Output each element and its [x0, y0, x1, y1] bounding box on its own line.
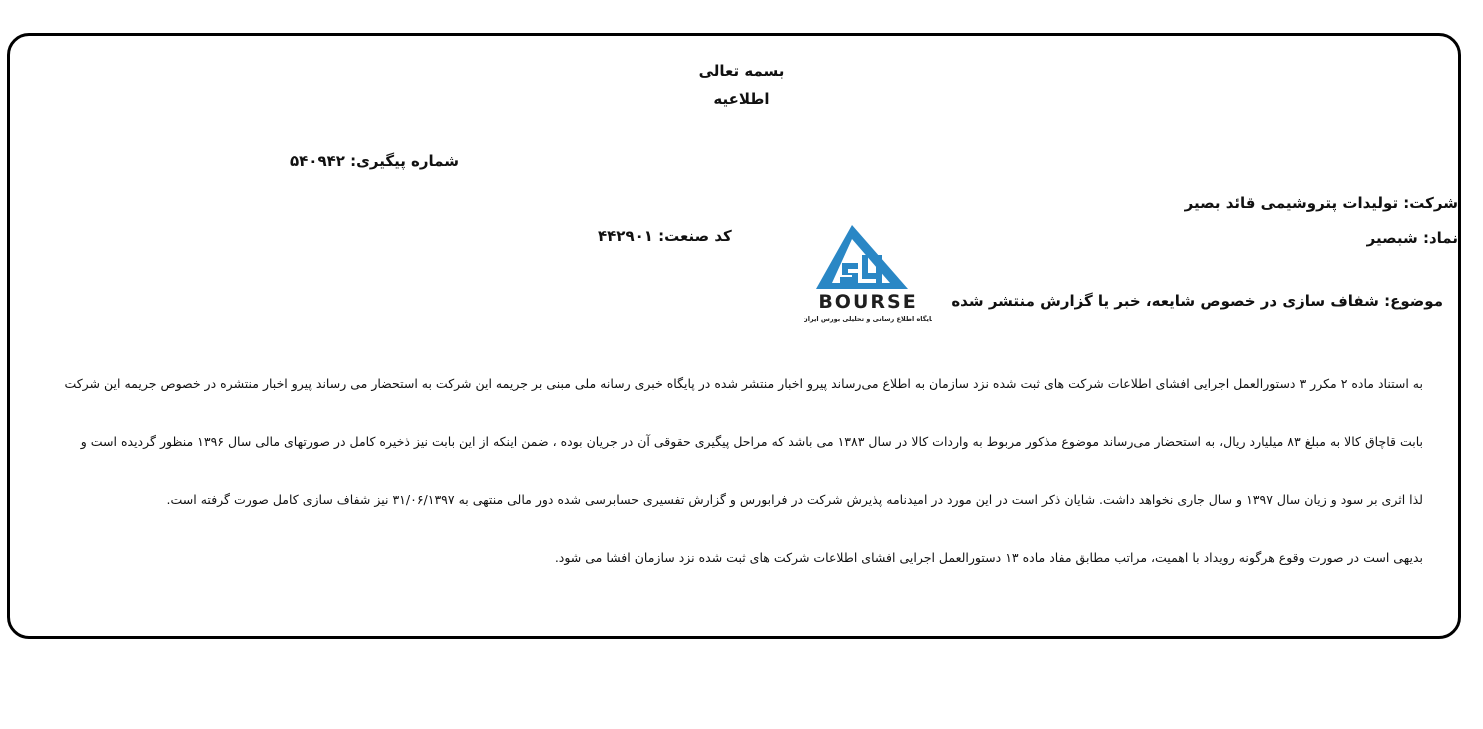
logo-wordmark: BOURSE: [818, 291, 918, 313]
body-line-3: لذا اثری بر سود و زیان سال ۱۳۹۷ و سال جاری نخواهد داشت. شایان ذکر است در این مورد در امیدنامه پذیرش شرکت در فرابورس و گزارش تفسیری حسابرسی شده دور مالی منتهی به ۳۱/۰۶/۱۳۹۷ نیز شفاف سازی کامل صورت گرفته است.: [166, 492, 1423, 507]
body-line-2: بابت قاچاق کالا به مبلغ ۸۳ میلیارد ریال، به استحضار می‌رساند موضوع مذکور مربوط به واردات کالا در سال ۱۳۸۳ می باشد که مراحل پیگیری حقوقی آن در جریان بوده ، ضمن اینکه از این بابت نیز ذخیره کامل در صورتهای مالی سال ۱۳۹۶ منظور گردیده است و: [80, 434, 1423, 449]
company-name: شرکت: تولیدات پتروشیمی قائد بصیر: [1184, 194, 1458, 212]
bourse-logo-graphic: [804, 207, 932, 329]
bourse-logo: [804, 207, 932, 329]
subject-line: موضوع: شفاف سازی در خصوص شایعه، خبر یا گزارش منتشر شده: [951, 292, 1443, 310]
basmala-heading: بسمه تعالی: [698, 62, 785, 80]
announcement-title: اطلاعیه: [713, 90, 770, 108]
body-line-4: بدیهی است در صورت وقوع هرگونه رویداد با اهمیت، مراتب مطابق مفاد ماده ۱۳ دستورالعمل اجرایی افشای اطلاعات شرکت های ثبت شده نزد سازمان افشا می شود.: [554, 550, 1423, 565]
logo-caption: پایگاه اطلاع رسانی و تحلیلی بورس ایران: [804, 315, 932, 323]
body-line-1: به استناد ماده ۲ مکرر ۳ دستورالعمل اجرایی افشای اطلاعات شرکت های ثبت شده نزد سازمان به اطلاع می‌رساند پیرو اخبار منتشر شده در پایگاه خبری رسانه ملی مبنی بر جریمه این شرکت به استحضار می رساند پیرو اخبار منتشره در خصوص جریمه این شرکت: [64, 376, 1423, 391]
tracking-number: شماره پیگیری: ۵۴۰۹۴۲: [290, 152, 459, 170]
ticker-symbol: نماد: شبصیر: [1366, 229, 1458, 247]
document-frame: [7, 33, 1461, 639]
industry-code: کد صنعت: ۴۴۲۹۰۱: [598, 227, 732, 245]
